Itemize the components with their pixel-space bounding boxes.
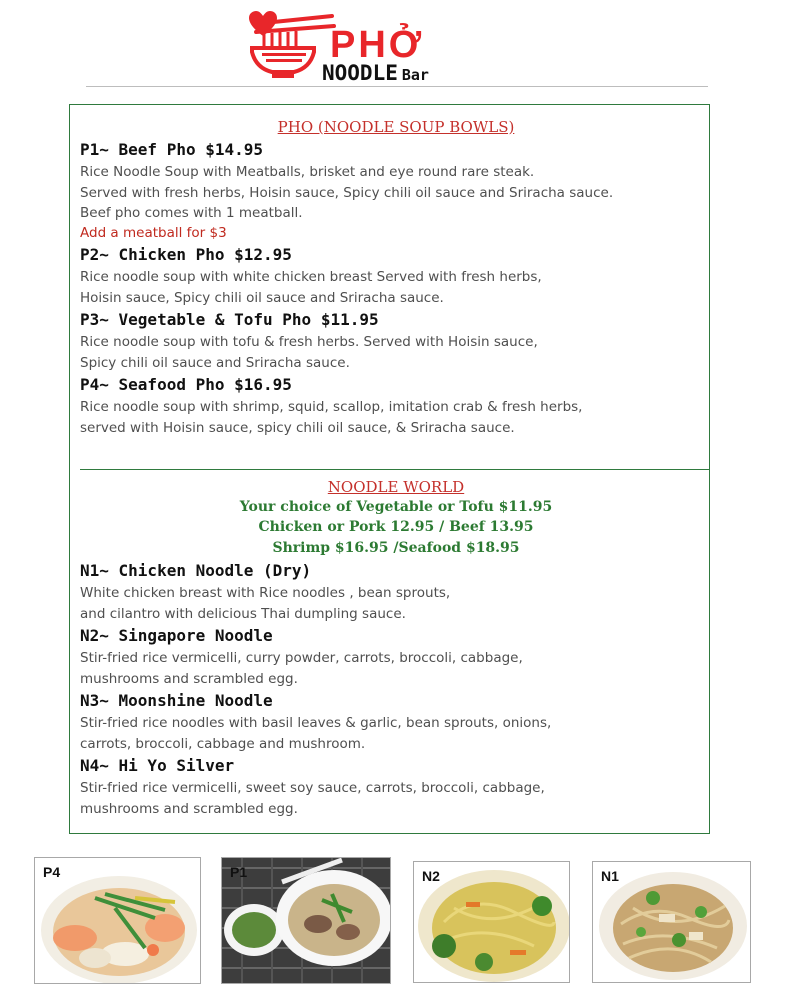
description-line: mushrooms and scrambled egg. xyxy=(80,800,298,817)
description-line: Spicy chili oil sauce and Sriracha sauce. xyxy=(80,354,350,371)
brand-subtitle-main: NOODLE xyxy=(322,61,398,85)
restaurant-logo xyxy=(248,10,528,88)
brand-subtitle-small: Bar xyxy=(401,66,429,84)
menu-item-n4-description xyxy=(80,778,545,819)
photo-p4 xyxy=(34,857,201,984)
description-line: carrots, broccoli, cabbage and mushroom. xyxy=(80,735,366,752)
noodle-price-line: Chicken or Pork 12.95 / Beef 13.95 xyxy=(258,519,534,535)
description-line: Stir-fried rice vermicelli, curry powder, carrots, broccoli, cabbage, xyxy=(80,650,523,666)
menu-item-n3-name: N3~ Moonshine Noodle xyxy=(80,691,273,710)
description-line: Stir-fried rice noodles with basil leaves & garlic, bean sprouts, onions, xyxy=(80,715,552,731)
photo-n2 xyxy=(413,861,570,983)
description-line: Beef pho comes with 1 meatball. xyxy=(80,205,303,221)
menu-item-n4-name: N4~ Hi Yo Silver xyxy=(80,756,235,775)
menu-item-p2-name: P2~ Chicken Pho $12.95 xyxy=(80,245,292,264)
brand-name: PHỞ xyxy=(330,24,425,66)
description-line: and cilantro with delicious Thai dumpling sauce. xyxy=(80,605,406,622)
heart-icon xyxy=(248,10,278,38)
menu-item-p4-description xyxy=(80,397,582,438)
description-line: Rice noodle soup with white chicken breast Served with fresh herbs, xyxy=(80,269,542,285)
menu-item-n2-name: N2~ Singapore Noodle xyxy=(80,626,273,645)
photo-label: N2 xyxy=(422,868,440,884)
menu-item-p2-description xyxy=(80,267,542,308)
menu-item-p1-name: P1~ Beef Pho $14.95 xyxy=(80,140,264,159)
menu-item-n3-description xyxy=(80,713,551,754)
noodle-section-title: NOODLE WORLD xyxy=(327,478,465,496)
menu-item-p1-description xyxy=(80,162,613,224)
noodle-price-line: Shrimp $16.95 /Seafood $18.95 xyxy=(272,540,520,556)
description-line: Hoisin sauce, Spicy chili oil sauce and Sriracha sauce. xyxy=(80,289,444,306)
description-line: Rice noodle soup with shrimp, squid, scallop, imitation crab & fresh herbs, xyxy=(80,399,583,415)
description-line: served with Hoisin sauce, spicy chili oil sauce, & Sriracha sauce. xyxy=(80,419,515,436)
photo-p1 xyxy=(221,857,391,984)
menu-item-n1-description xyxy=(80,583,450,624)
menu-item-n1-name: N1~ Chicken Noodle (Dry) xyxy=(80,561,312,580)
photo-label: P4 xyxy=(43,864,61,880)
photo-label: P1 xyxy=(230,864,248,880)
menu-item-p4-name: P4~ Seafood Pho $16.95 xyxy=(80,375,292,394)
description-line: mushrooms and scrambled egg. xyxy=(80,670,298,687)
section-divider xyxy=(80,469,710,470)
menu-item-p3-description xyxy=(80,332,538,373)
menu-item-p3-name: P3~ Vegetable & Tofu Pho $11.95 xyxy=(80,310,379,329)
description-line: White chicken breast with Rice noodles , bean sprouts, xyxy=(80,585,451,601)
noodle-price-line: Your choice of Vegetable or Tofu $11.95 xyxy=(239,499,553,515)
description-line: Stir-fried rice vermicelli, sweet soy sauce, carrots, broccoli, cabbage, xyxy=(80,780,545,796)
beef-pho-image xyxy=(222,858,391,984)
brand-subtitle xyxy=(322,62,429,86)
description-line: Rice noodle soup with tofu & fresh herbs. Served with Hoisin sauce, xyxy=(80,334,538,350)
description-line: Served with fresh herbs, Hoisin sauce, Spicy chili oil sauce and Sriracha sauce. xyxy=(80,184,614,201)
menu-item-n2-description xyxy=(80,648,523,689)
header-divider xyxy=(86,86,708,87)
photo-label: N1 xyxy=(601,868,619,884)
pho-section-title: PHO (NOODLE SOUP BOWLS) xyxy=(277,118,515,136)
description-line: Rice Noodle Soup with Meatballs, brisket and eye round rare steak. xyxy=(80,164,535,180)
menu-item-p1-addon: Add a meatball for $3 xyxy=(80,225,227,241)
photo-n1 xyxy=(592,861,751,983)
